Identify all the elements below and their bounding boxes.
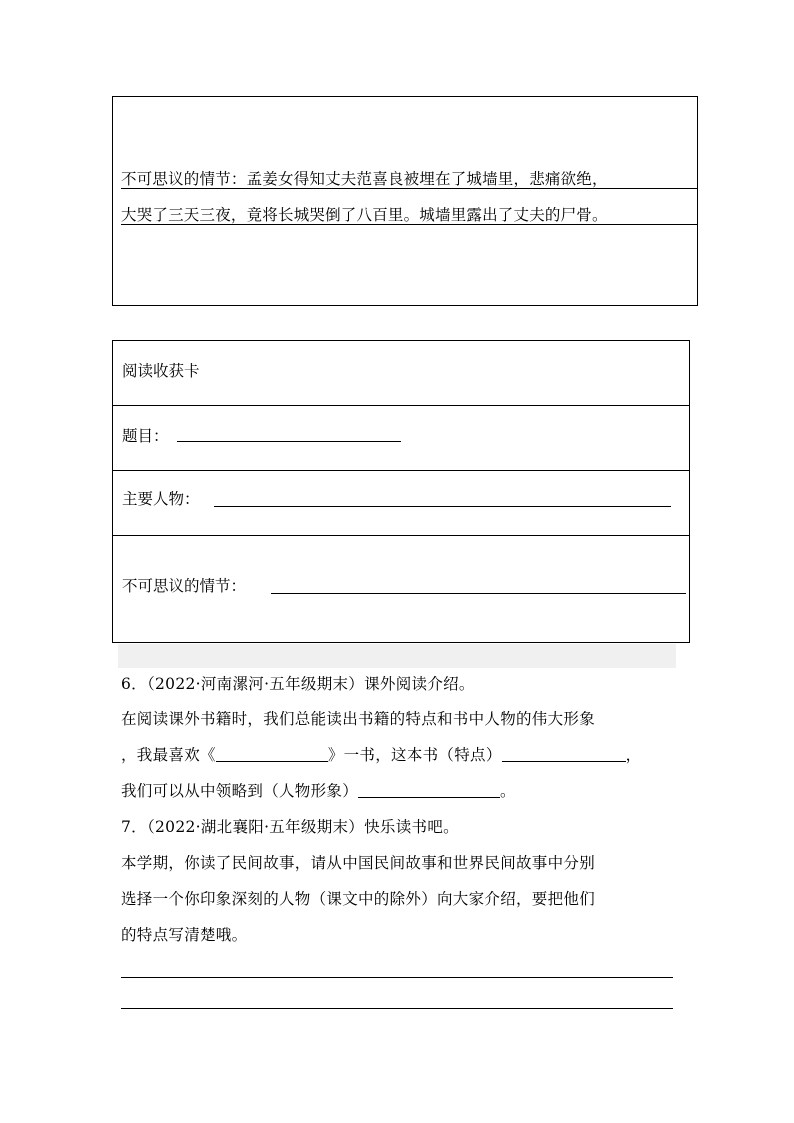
q6-text-b: 》一书，这本书（特点） xyxy=(327,746,502,764)
plot-line-2 xyxy=(121,203,608,225)
card-title: 阅读收获卡 xyxy=(122,362,200,380)
answer-line[interactable] xyxy=(121,1008,673,1009)
row-divider xyxy=(113,470,689,471)
q6-text-c: ， xyxy=(625,746,642,764)
people-label: 主要人物： xyxy=(122,490,200,508)
q7-line-1: 本学期，你读了民间故事，请从中国民间故事和世界民间故事中分别 xyxy=(121,854,596,872)
q7-header: 7．（2022·湖北襄阳·五年级期末）快乐读书吧。 xyxy=(121,818,459,836)
plot-text-1: 孟姜女得知丈夫范喜良被埋在了城墙里，悲痛欲绝， xyxy=(246,170,608,188)
q6-text-a: ，我最喜欢《 xyxy=(121,746,216,764)
plot-line-1 xyxy=(121,167,608,189)
q6-text-e: 。 xyxy=(500,782,516,800)
q7-line-3: 的特点写清楚哦。 xyxy=(121,926,248,944)
q6-line-2 xyxy=(121,743,641,765)
answer-box xyxy=(112,96,698,306)
character-blank[interactable] xyxy=(358,781,500,798)
people-answer-line[interactable] xyxy=(214,506,671,507)
plot-label: 不可思议的情节： xyxy=(121,170,247,188)
title-label: 题目： xyxy=(122,427,169,445)
reading-card xyxy=(112,340,690,643)
answer-line[interactable] xyxy=(121,977,673,978)
underline xyxy=(121,188,698,189)
plot-label: 不可思议的情节： xyxy=(122,577,247,595)
row-divider xyxy=(113,535,689,536)
shaded-band xyxy=(118,644,676,668)
title-answer-line[interactable] xyxy=(177,441,401,442)
underline xyxy=(121,224,698,225)
q6-header: 6．（2022·河南漯河·五年级期末）课外阅读介绍。 xyxy=(121,675,475,693)
q7-line-2: 选择一个你印象深刻的人物（课文中的除外）向大家介绍，要把他们 xyxy=(121,890,596,908)
book-blank[interactable] xyxy=(216,745,328,762)
q6-text-d: 我们可以从中领略到（人物形象） xyxy=(121,782,359,800)
row-divider xyxy=(113,405,689,406)
plot-text-2: 大哭了三天三夜，竟将长城哭倒了八百里。城墙里露出了丈夫的尸骨。 xyxy=(121,206,608,224)
feature-blank[interactable] xyxy=(502,745,626,762)
q6-line-3 xyxy=(121,779,516,801)
q6-line-1: 在阅读课外书籍时，我们总能读出书籍的特点和书中人物的伟大形象 xyxy=(121,710,596,728)
plot-answer-line[interactable] xyxy=(271,593,686,594)
